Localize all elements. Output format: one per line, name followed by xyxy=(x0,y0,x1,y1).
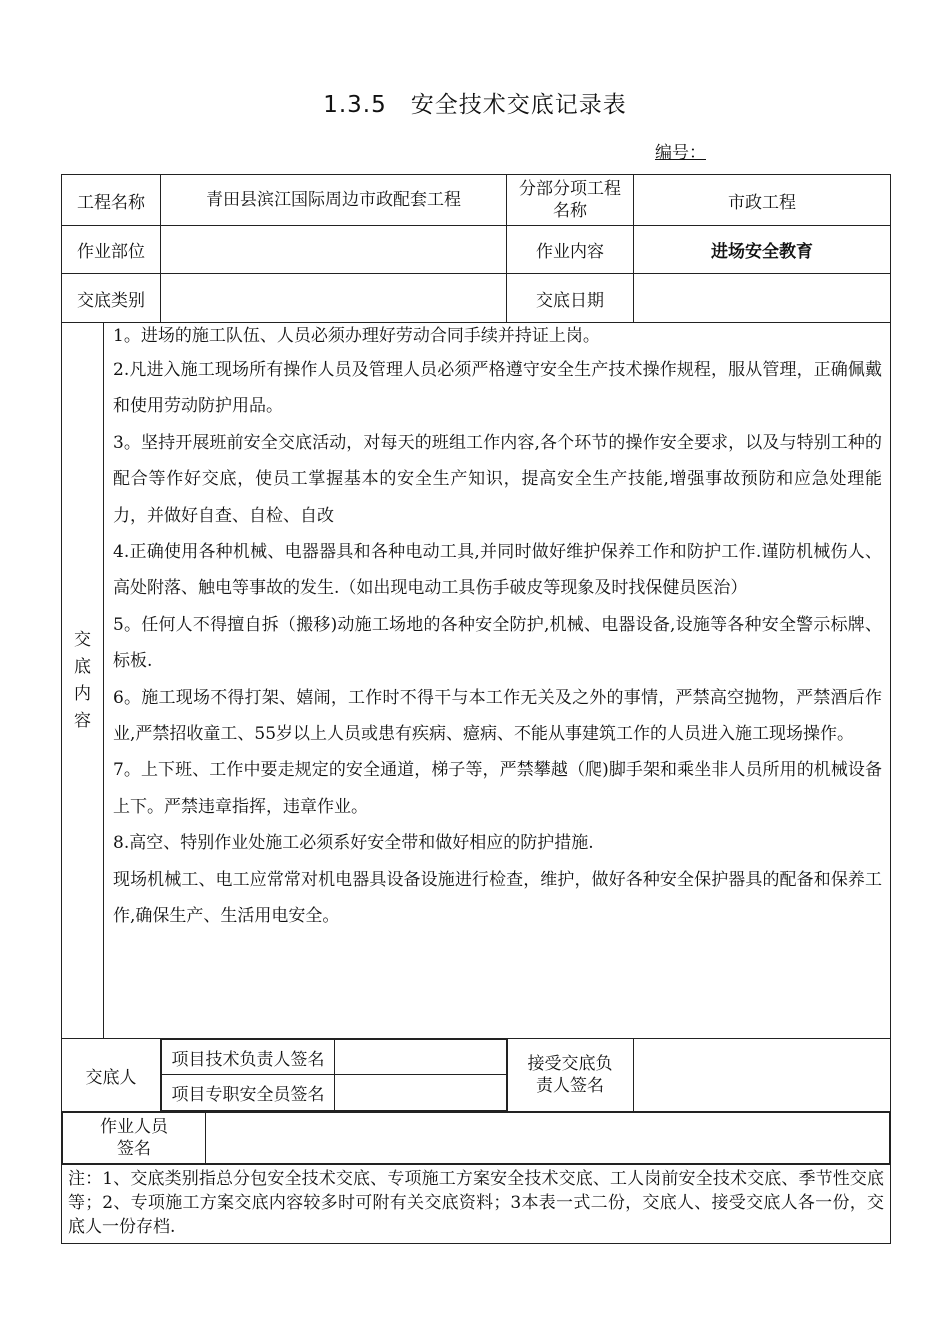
content-item: 7。上下班、工作中要走规定的安全通道，梯子等，严禁攀越（爬)脚手架和乘坐非人员所用的机械设备上下。严禁违章指挥，违章作业。 xyxy=(113,760,883,817)
sub-project-label: 分部分项工程名称 xyxy=(507,175,634,226)
discloser-label: 交底人 xyxy=(62,1039,161,1112)
content-item: 2.凡进入施工现场所有操作人员及管理人员必须严格遵守安全生产技术操作规程，服从管理，正确佩戴和使用劳动防护用品。 xyxy=(113,360,883,417)
content-label-vertical xyxy=(62,323,104,1039)
sub-project-value: 市政工程 xyxy=(634,175,891,226)
project-name-value: 青田县滨江国际周边市政配套工程 xyxy=(161,175,507,226)
receiver-signature-field[interactable] xyxy=(634,1039,891,1112)
disclosure-date-value xyxy=(634,274,891,323)
content-item: 1。进场的施工队伍、人员必须办理好劳动合同手续并持证上岗。 xyxy=(113,326,600,346)
tech-lead-signature-label: 项目技术负责人签名 xyxy=(162,1040,335,1075)
content-body xyxy=(104,323,891,1039)
tech-lead-signature-field[interactable] xyxy=(335,1040,508,1075)
content-item: 3。坚持开展班前安全交底活动，对每天的班组工作内容,各个环节的操作安全要求，以及与特别工种的配合等作好交底，使员工掌握基本的安全生产知识，提高安全生产技能,增强事故预防和应急处理能力，并做好自查、自检、自改 xyxy=(113,432,883,526)
safety-officer-signature-label: 项目专职安全员签名 xyxy=(162,1075,335,1111)
disclosure-date-label: 交底日期 xyxy=(507,274,634,323)
disclosure-type-label: 交底类别 xyxy=(62,274,161,323)
content-item: 6。施工现场不得打架、嬉闹，工作时不得干与本工作无关及之外的事情，严禁高空抛物，严禁酒后作业,严禁招收童工、55岁以上人员或患有疾病、癔病、不能从事建筑工作的人员进入施工现场操作。 xyxy=(113,687,883,745)
work-content-value: 进场安全教育 xyxy=(634,226,891,274)
content-list xyxy=(113,323,882,935)
disclosure-record-table xyxy=(61,174,891,1244)
work-area-value xyxy=(161,226,507,274)
disclosure-type-value xyxy=(161,274,507,323)
document-title: 1.3.5 安全技术交底记录表 xyxy=(323,92,627,118)
work-content-label: 作业内容 xyxy=(507,226,634,274)
safety-officer-signature-field[interactable] xyxy=(335,1075,508,1111)
content-label: 交 底 内 容 xyxy=(74,629,91,731)
work-area-label: 作业部位 xyxy=(62,226,161,274)
project-name-label: 工程名称 xyxy=(62,175,161,226)
serial-number-label: 编号： xyxy=(655,143,706,163)
footnote: 注：1、交底类别指总分包安全技术交底、专项施工方案安全技术交底、工人岗前安全技术交底、季节性交底等；2、专项施工方案交底内容较多时可附有关交底资料；3本表一式二份，交底人、接受交底人各一份，交底人一份存档. xyxy=(62,1165,891,1244)
content-item: 4.正确使用各种机械、电器器具和各种电动工具,并同时做好维护保养工作和防护工作.谨防机械伤人、高处附落、触电等事故的发生.（如出现电动工具伤手破皮等现象及时找保健员医治） xyxy=(113,542,883,599)
workers-signature-label: 作业人员签名 xyxy=(63,1113,206,1164)
content-item: 8.高空、特别作业处施工必须系好安全带和做好相应的防护措施. xyxy=(113,833,594,854)
workers-signature-field[interactable] xyxy=(206,1113,890,1164)
receiver-signature-label: 接受交底负责人签名 xyxy=(507,1039,634,1112)
content-item: 现场机械工、电工应常常对机电器具设备设施进行检查，维护，做好各种安全保护器具的配备和保养工作,确保生产、生活用电安全。 xyxy=(113,869,883,927)
content-item: 5。任何人不得擅自拆（搬移)动施工场地的各种安全防护,机械、电器设备,设施等各种安全警示标牌、标板. xyxy=(113,614,883,672)
